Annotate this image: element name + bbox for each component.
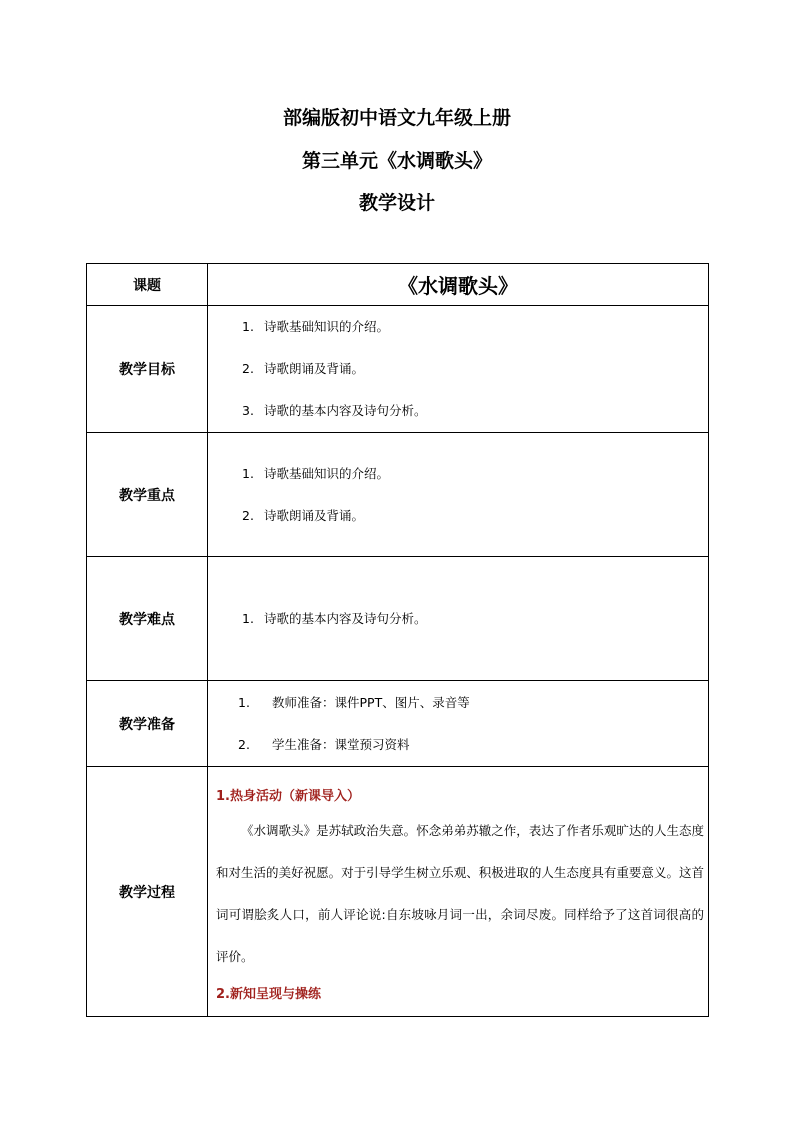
section-heading-warmup: 1.热身活动（新课导入）	[216, 788, 360, 804]
preparation-cell	[208, 681, 709, 767]
list-item: 2. 诗歌朗诵及背诵。	[242, 507, 365, 523]
label-difficulty: 教学难点	[87, 557, 208, 681]
document-title-line-2: 第三单元《水调歌头》	[301, 150, 492, 172]
label-focus: 教学重点	[87, 433, 208, 557]
section-heading-new-knowledge: 2.新知呈现与操练	[216, 986, 321, 1002]
label-preparation: 教学准备	[87, 681, 208, 767]
difficulty-cell	[208, 557, 709, 681]
process-paragraph: 《水调歌头》是苏轼政治失意。怀念弟弟苏辙之作，表达了作者乐观旷达的人生态度和对生活的美好祝愿。对于引导学生树立乐观、积极进取的人生态度具有重要意义。这首词可谓脍炙人口，前人评论说:自东坡咏月词一出，余词尽废。同样给予了这首词很高的评价。	[216, 822, 704, 964]
goals-cell	[208, 306, 709, 433]
table-row-difficulty	[87, 557, 709, 681]
list-item: 1. 教师准备：课件PPT、图片、录音等	[238, 694, 470, 710]
table-row-goals	[87, 306, 709, 433]
list-item: 1. 诗歌基础知识的介绍。	[242, 319, 390, 334]
label-topic: 课题	[87, 264, 208, 306]
table-row-topic	[87, 264, 709, 306]
process-content	[208, 776, 708, 1008]
list-item: 3. 诗歌的基本内容及诗句分析。	[242, 403, 427, 418]
table-row-focus	[87, 433, 709, 557]
focus-cell	[208, 433, 709, 557]
table-row-preparation	[87, 681, 709, 767]
process-cell	[208, 767, 709, 1017]
lesson-plan-table	[86, 263, 709, 1017]
topic-value: 《水调歌头》	[208, 264, 709, 306]
goals-list	[208, 306, 708, 432]
label-process: 教学过程	[87, 767, 208, 1017]
document-title-line-1: 部编版初中语文九年级上册	[282, 107, 511, 129]
focus-list	[208, 453, 708, 537]
list-item: 2. 诗歌朗诵及背诵。	[242, 361, 365, 376]
difficulty-list	[208, 598, 708, 640]
list-item: 2. 学生准备：课堂预习资料	[238, 736, 410, 752]
table-row-process	[87, 767, 709, 1017]
list-item: 1. 诗歌基础知识的介绍。	[242, 465, 390, 481]
preparation-list	[208, 682, 708, 766]
label-goals: 教学目标	[87, 306, 208, 433]
list-item: 1. 诗歌的基本内容及诗句分析。	[242, 610, 427, 626]
document-title-line-3: 教学设计	[358, 192, 435, 214]
